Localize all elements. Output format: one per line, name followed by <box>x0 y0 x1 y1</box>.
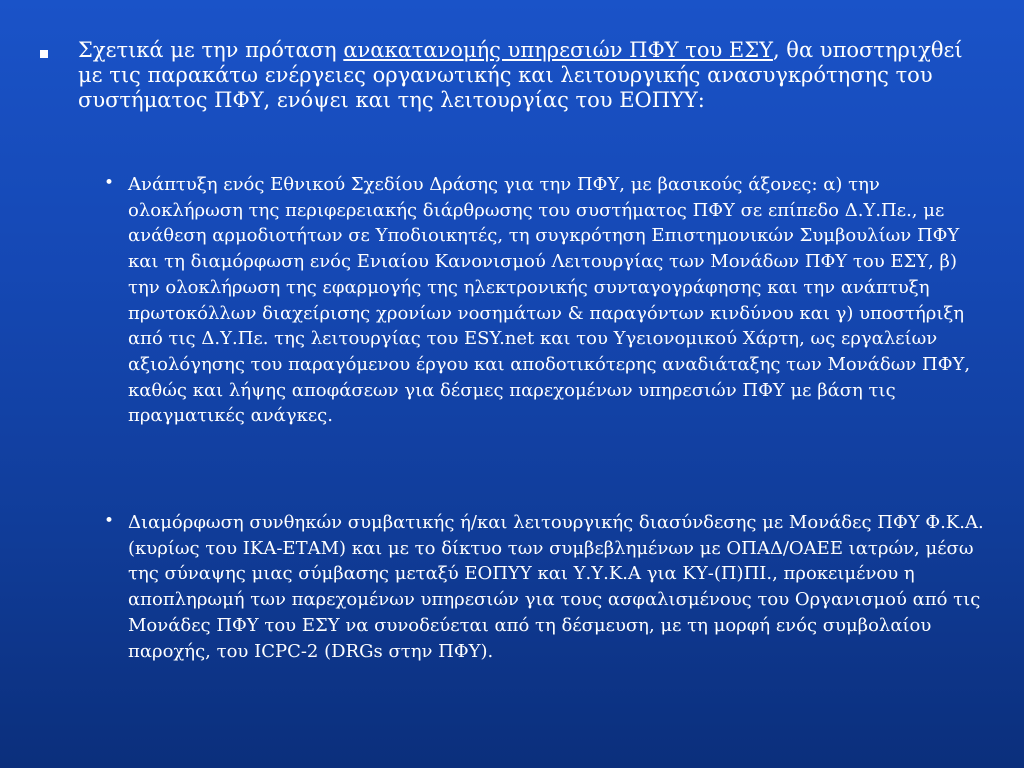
sub-bullet-text: Διαμόρφωση συνθηκών συμβατικής ή/και λειτουργικής διασύνδεσης με Μονάδες ΠΦΥ Φ.Κ.Α. (κυρίως του ΙΚΑ-ΕΤΑΜ) και με το δίκτυο των συμβεβλημένων με ΟΠΑΔ/ΟΑΕΕ ιατρών, μέσω της σύναψης μιας σύμβασης μεταξύ ΕΟΠΥΥ και Υ.Υ.Κ.Α για ΚΥ-(Π)ΠΙ., προκειμένου η αποπληρωμή των παρεχομένων υπηρεσιών για τους ασφαλισμένους του Οργανισμού από τις Μονάδες ΠΦΥ του ΕΣΥ να συνοδεύεται από τη δέσμευση, με τη μορφή ενός συμβολαίου παροχής, του ICPC-2 (DRGs στην ΠΦΥ). <box>128 512 984 662</box>
main-text-before: Σχετικά με την πρόταση <box>78 38 344 62</box>
round-bullet-icon: • <box>104 173 115 193</box>
main-bullet-item <box>40 38 995 113</box>
round-bullet-icon: • <box>104 511 115 531</box>
list-item <box>104 172 994 429</box>
sub-bullet-item-2 <box>104 510 994 664</box>
list-item <box>104 510 994 664</box>
sub-bullet-item-1 <box>104 172 994 429</box>
main-bullet-text <box>78 38 988 113</box>
sub-bullet-text: Ανάπτυξη ενός Εθνικού Σχεδίου Δράσης για την ΠΦΥ, με βασικούς άξονες: α) την ολοκλήρωση της περιφερειακής διάρθρωσης του συστήματος ΠΦΥ σε επίπεδο Δ.Υ.Πε., με ανάθεση αρμοδιοτήτων σε Υποδιοικητές, τη συγκρότηση Επιστημονικών Συμβουλίων ΠΦΥ και τη διαμόρφωση ενός Ενιαίου Κανονισμού Λειτουργίας των Μονάδων ΠΦΥ του ΕΣΥ, β) την ολοκλήρωση της εφαρμογής της ηλεκτρονικής συνταγογράφησης και την ανάπτυξη πρωτοκόλλων διαχείρισης χρονίων νοσημάτων & παραγόντων κινδύνου και γ) υποστήριξη από τις Δ.Υ.Πε. της λειτουργίας του ESY.net και του Υγειονομικού Χάρτη, ως εργαλείων αξιολόγησης του παραγόμενου έργου και αποδοτικότερης αναδιάταξης των Μονάδων ΠΦΥ, καθώς και λήψης αποφάσεων για δέσμες παρεχομένων υπηρεσιών ΠΦΥ με βάση τις πραγματικές ανάγκες. <box>128 174 971 427</box>
square-bullet-icon <box>40 50 48 58</box>
underlined-phrase: ανακατανομής υπηρεσιών ΠΦΥ του ΕΣΥ <box>343 38 773 62</box>
main-text-after: , θα υποστηριχθεί με τις παρακάτω ενέργειες οργανωτικής και λειτουργικής ανασυγκρότησης του συστήματος ΠΦΥ, ενόψει και της λειτουργίας του ΕΟΠΥΥ: <box>78 38 963 112</box>
